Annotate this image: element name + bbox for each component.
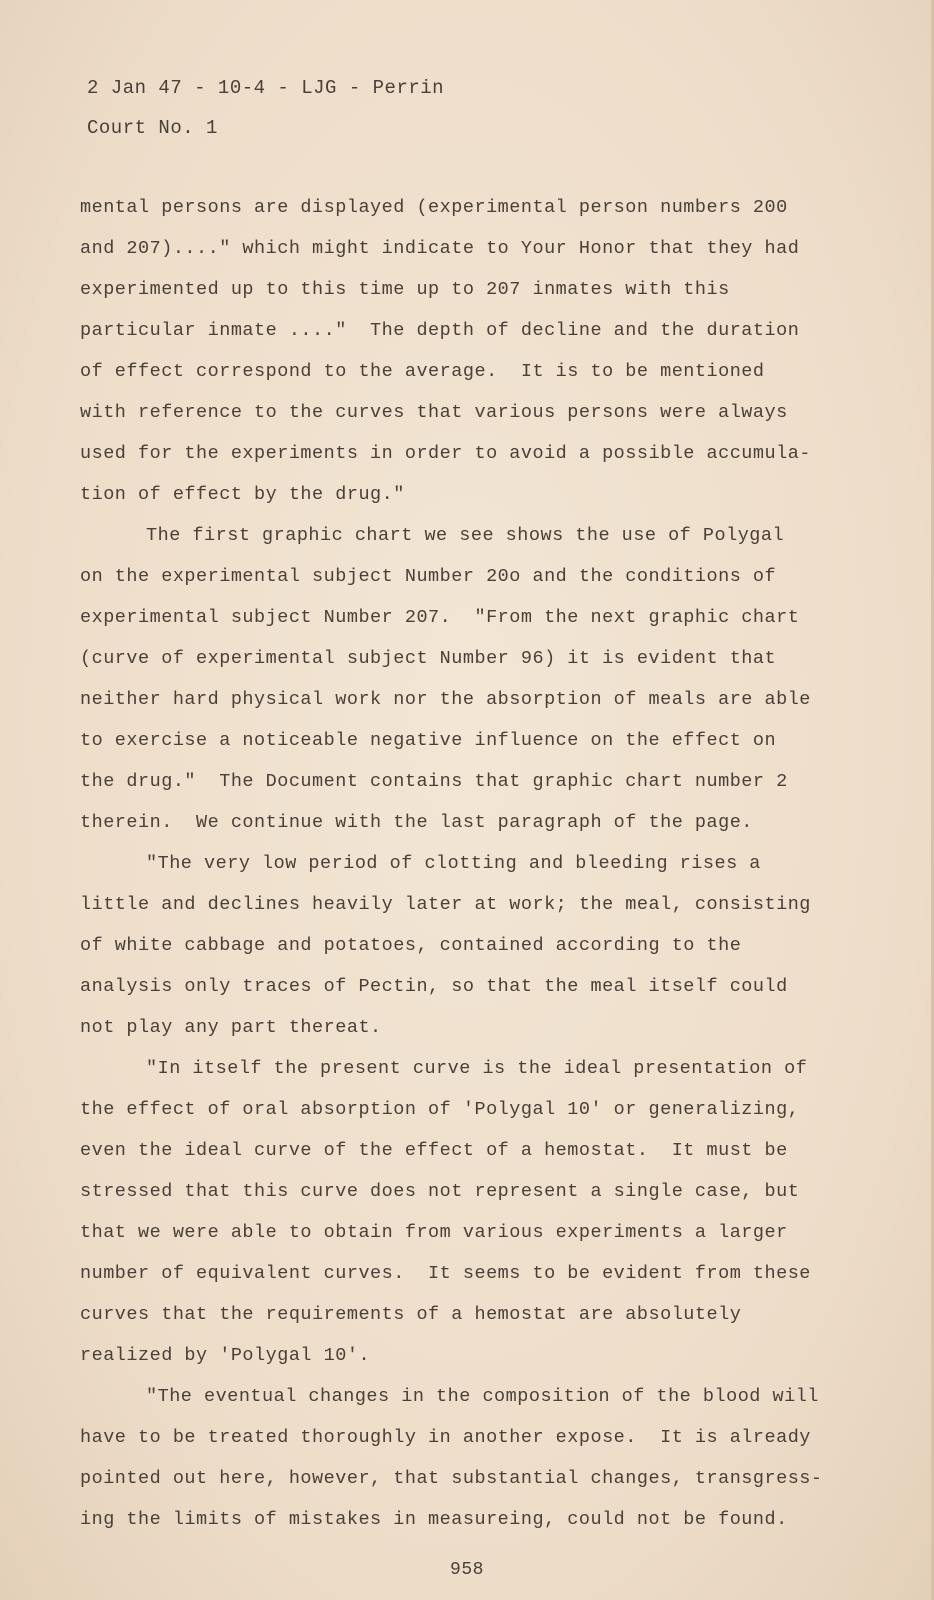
- page-number: 958: [450, 1560, 484, 1580]
- text-line: ing the limits of mistakes in measureing, could not be found.: [80, 1509, 788, 1530]
- text-line: the effect of oral absorption of 'Polygal 10' or generalizing,: [80, 1099, 800, 1120]
- document-header: [87, 68, 444, 148]
- text-line: on the experimental subject Number 20o and the conditions of: [80, 566, 777, 587]
- text-line: experimental subject Number 207. "From the next graphic chart: [80, 607, 800, 628]
- text-line: (curve of experimental subject Number 96) it is evident that: [80, 648, 777, 669]
- text-line: used for the experiments in order to avoid a possible accumula-: [80, 443, 811, 464]
- text-line: that we were able to obtain from various experiments a larger: [80, 1222, 788, 1243]
- text-line: have to be treated thoroughly in another expose. It is already: [80, 1427, 811, 1448]
- text-line: of effect correspond to the average. It is to be mentioned: [80, 361, 765, 382]
- text-line: to exercise a noticeable negative influence on the effect on: [80, 730, 777, 751]
- text-line: "In itself the present curve is the ideal presentation of: [146, 1058, 808, 1079]
- text-line: "The eventual changes in the composition of the blood will: [146, 1386, 819, 1407]
- text-line: and 207)...." which might indicate to Your Honor that they had: [80, 238, 800, 259]
- header-court-line: Court No. 1: [87, 117, 218, 139]
- header-reference-line: 2 Jan 47 - 10-4 - LJG - Perrin: [87, 77, 445, 99]
- text-line: neither hard physical work nor the absorption of meals are able: [80, 689, 811, 710]
- text-line: of white cabbage and potatoes, contained according to the: [80, 935, 742, 956]
- text-line: particular inmate ...." The depth of decline and the duration: [80, 320, 800, 341]
- transcript-body: [80, 187, 860, 1540]
- text-line: not play any part thereat.: [80, 1017, 382, 1038]
- text-line: stressed that this curve does not represent a single case, but: [80, 1181, 800, 1202]
- text-line: even the ideal curve of the effect of a hemostat. It must be: [80, 1140, 788, 1161]
- text-line: tion of effect by the drug.": [80, 484, 405, 505]
- text-line: experimented up to this time up to 207 inmates with this: [80, 279, 730, 300]
- text-line: the drug." The Document contains that graphic chart number 2: [80, 771, 788, 792]
- text-line: "The very low period of clotting and bleeding rises a: [146, 853, 761, 874]
- text-line: The first graphic chart we see shows the use of Polygal: [146, 525, 785, 546]
- text-line: analysis only traces of Pectin, so that the meal itself could: [80, 976, 788, 997]
- text-line: pointed out here, however, that substantial changes, transgress-: [80, 1468, 823, 1489]
- text-line: realized by 'Polygal 10'.: [80, 1345, 371, 1366]
- text-line: curves that the requirements of a hemostat are absolutely: [80, 1304, 742, 1325]
- text-line: little and declines heavily later at work; the meal, consisting: [80, 894, 811, 915]
- text-line: mental persons are displayed (experimental person numbers 200: [80, 197, 788, 218]
- text-line: therein. We continue with the last paragraph of the page.: [80, 812, 753, 833]
- text-line: with reference to the curves that various persons were always: [80, 402, 788, 423]
- text-line: number of equivalent curves. It seems to be evident from these: [80, 1263, 811, 1284]
